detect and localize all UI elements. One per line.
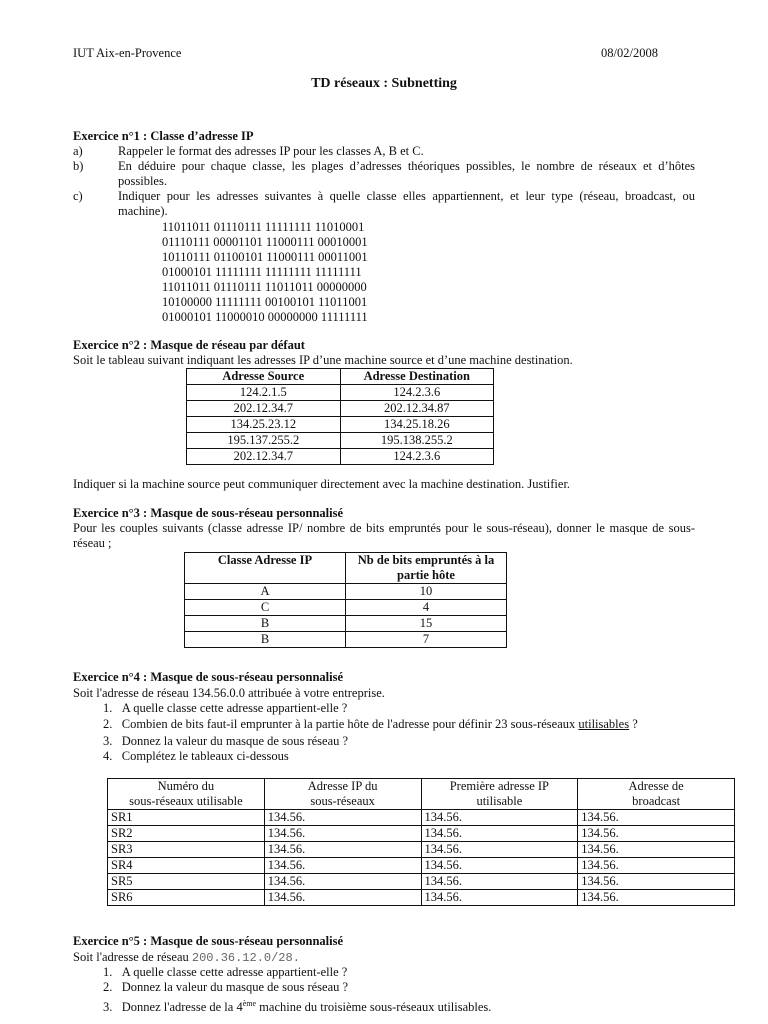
question-text: machine du troisième sous-réseaux utilisables.: [256, 1000, 492, 1015]
binary-address: 01000101 11000010 00000000 11111111: [162, 310, 368, 324]
cell: 134.56.: [421, 826, 578, 842]
cell: 134.56.: [264, 842, 421, 858]
column-header: Adresse de broadcast: [578, 779, 735, 810]
cell: 134.56.: [578, 826, 735, 842]
table-row: [185, 632, 507, 648]
table-row: [187, 417, 494, 433]
cell: 124.2.1.5: [187, 385, 341, 401]
ex4-q4: 4. Complétez le tableaux ci-dessous: [103, 749, 289, 763]
cell: 134.56.: [578, 810, 735, 826]
cell: 134.56.: [264, 874, 421, 890]
ex5-intro: [73, 950, 300, 966]
ex5-q1: 1. A quelle classe cette adresse appartient-elle ?: [103, 965, 348, 979]
cell: 202.12.34.7: [187, 401, 341, 417]
cell: 202.12.34.7: [187, 449, 341, 465]
cell: 124.2.3.6: [340, 385, 494, 401]
network-address: 200.36.12.0/28.: [191, 951, 300, 965]
cell: 134.25.23.12: [187, 417, 341, 433]
ex4-heading: Exercice n°4 : Masque de sous-réseau personnalisé: [73, 670, 344, 684]
table-row: [108, 890, 735, 906]
cell: SR1: [108, 810, 265, 826]
ex1-item-b: En déduire pour chaque classe, les plages d’adresses théoriques possibles, le nombre de réseaux et d’hôtes possibles.: [118, 159, 695, 188]
ex4-intro: Soit l'adresse de réseau 134.56.0.0 attribuée à votre entreprise.: [73, 686, 385, 700]
cell: 134.56.: [421, 810, 578, 826]
cell: 7: [346, 632, 507, 648]
question-text: Donnez la valeur du masque de sous réseau ?: [121, 734, 349, 748]
underlined-word: utilisables: [578, 717, 630, 731]
ex3-heading: Exercice n°3 : Masque de sous-réseau personnalisé: [73, 506, 344, 520]
cell: SR5: [108, 874, 265, 890]
cell: SR3: [108, 842, 265, 858]
cell: 134.56.: [264, 826, 421, 842]
question-text: Complétez le tableaux ci-dessous: [121, 749, 289, 763]
table-row: [185, 616, 507, 632]
cell: 134.56.: [421, 842, 578, 858]
ex2-question: Indiquer si la machine source peut communiquer directement avec la machine destination. Justifier.: [73, 477, 571, 491]
cell: SR2: [108, 826, 265, 842]
column-header: Adresse Destination: [340, 369, 494, 385]
table-row: [187, 401, 494, 417]
ex3-intro: Pour les couples suivants (classe adresse IP/ nombre de bits empruntés pour le sous-réseau), donner le masque de sous-réseau ;: [73, 521, 695, 550]
ex2-address-table: [186, 368, 494, 465]
ex2-heading: Exercice n°2 : Masque de réseau par défaut: [73, 338, 305, 352]
table-row: [108, 810, 735, 826]
question-mark: ?: [629, 717, 638, 731]
table-row: [108, 826, 735, 842]
question-text: Donnez la valeur du masque de sous réseau ?: [121, 980, 349, 994]
cell: 195.138.255.2: [340, 433, 494, 449]
table-row: [187, 449, 494, 465]
cell: 195.137.255.2: [187, 433, 341, 449]
cell: SR6: [108, 890, 265, 906]
binary-address: 10100000 11111111 00100101 11011001: [162, 295, 368, 309]
column-header: Adresse Source: [187, 369, 341, 385]
intro-text: Soit l'adresse de réseau: [73, 950, 192, 964]
cell: 134.25.18.26: [340, 417, 494, 433]
question-text: Donnez l'adresse de la 4: [121, 1000, 243, 1015]
cell: 134.56.: [578, 842, 735, 858]
header-date: 08/02/2008: [601, 46, 658, 60]
page-title: TD réseaux : Subnetting: [311, 76, 457, 91]
ex1-heading: Exercice n°1 : Classe d’adresse IP: [73, 129, 254, 143]
binary-address: 01000101 11111111 11111111 11111111: [162, 265, 362, 279]
cell: 124.2.3.6: [340, 449, 494, 465]
ex1-item-b-label: b): [73, 159, 84, 173]
superscript: ème: [242, 999, 257, 1008]
column-header: Numéro du sous-réseaux utilisable: [108, 779, 265, 810]
ex5-q2: 2. Donnez la valeur du masque de sous réseau ?: [103, 980, 349, 994]
cell: 134.56.: [264, 890, 421, 906]
cell: 202.12.34.87: [340, 401, 494, 417]
cell: SR4: [108, 858, 265, 874]
question-text: A quelle classe cette adresse appartient-elle ?: [121, 965, 348, 979]
table-row: [185, 584, 507, 600]
table-row: [185, 600, 507, 616]
cell: 134.56.: [421, 890, 578, 906]
ex4-q2: 2. Combien de bits faut-il emprunter à la partie hôte de l'adresse pour définir 23 sous-réseaux utilisables ?: [103, 717, 638, 731]
ex2-intro: Soit le tableau suivant indiquant les adresses IP d’une machine source et d’une machine destination.: [73, 353, 573, 367]
table-row: [108, 874, 735, 890]
table-row: [108, 858, 735, 874]
table-row: [187, 433, 494, 449]
cell: B: [185, 616, 346, 632]
question-text: Combien de bits faut-il emprunter à la partie hôte de l'adresse pour définir 23 sous-réseaux: [121, 717, 579, 731]
table-row: [187, 385, 494, 401]
cell: C: [185, 600, 346, 616]
cell: 134.56.: [578, 890, 735, 906]
cell: 15: [346, 616, 507, 632]
header-institution: IUT Aix-en-Provence: [73, 46, 182, 60]
question-text: A quelle classe cette adresse appartient-elle ?: [121, 701, 348, 715]
ex5-q3: 3. Donnez l'adresse de la 4ème machine du troisième sous-réseaux utilisables.: [103, 999, 492, 1015]
cell: B: [185, 632, 346, 648]
column-header: Adresse IP du sous-réseaux: [264, 779, 421, 810]
ex4-q1: 1. A quelle classe cette adresse appartient-elle ?: [103, 701, 348, 715]
ex3-mask-table: [184, 552, 507, 648]
ex1-item-c-label: c): [73, 189, 83, 203]
cell: A: [185, 584, 346, 600]
table-row: [108, 842, 735, 858]
binary-address: 10110111 01100101 11000111 00011001: [162, 250, 368, 264]
column-header: Classe Adresse IP: [185, 553, 346, 584]
cell: 134.56.: [264, 858, 421, 874]
cell: 134.56.: [421, 858, 578, 874]
ex1-item-a: Rappeler le format des adresses IP pour les classes A, B et C.: [118, 144, 424, 158]
ex5-heading: Exercice n°5 : Masque de sous-réseau personnalisé: [73, 934, 344, 948]
cell: 134.56.: [578, 874, 735, 890]
cell: 134.56.: [578, 858, 735, 874]
column-header: Première adresse IP utilisable: [421, 779, 578, 810]
ex1-item-a-label: a): [73, 144, 83, 158]
binary-address: 01110111 00001101 11000111 00010001: [162, 235, 368, 249]
cell: 134.56.: [421, 874, 578, 890]
cell: 134.56.: [264, 810, 421, 826]
ex4-subnet-table: [107, 778, 735, 906]
binary-address: 11011011 01110111 11011011 00000000: [162, 280, 367, 294]
ex1-item-c: Indiquer pour les adresses suivantes à quelle classe elles appartiennent, et leur type (réseau, broadcast, ou machine).: [118, 189, 695, 218]
binary-address-list: [162, 220, 368, 325]
ex4-q3: 3. Donnez la valeur du masque de sous réseau ?: [103, 734, 349, 748]
binary-address: 11011011 01110111 11111111 11010001: [162, 220, 365, 234]
column-header: Nb de bits empruntés à la partie hôte: [346, 553, 507, 584]
cell: 4: [346, 600, 507, 616]
cell: 10: [346, 584, 507, 600]
